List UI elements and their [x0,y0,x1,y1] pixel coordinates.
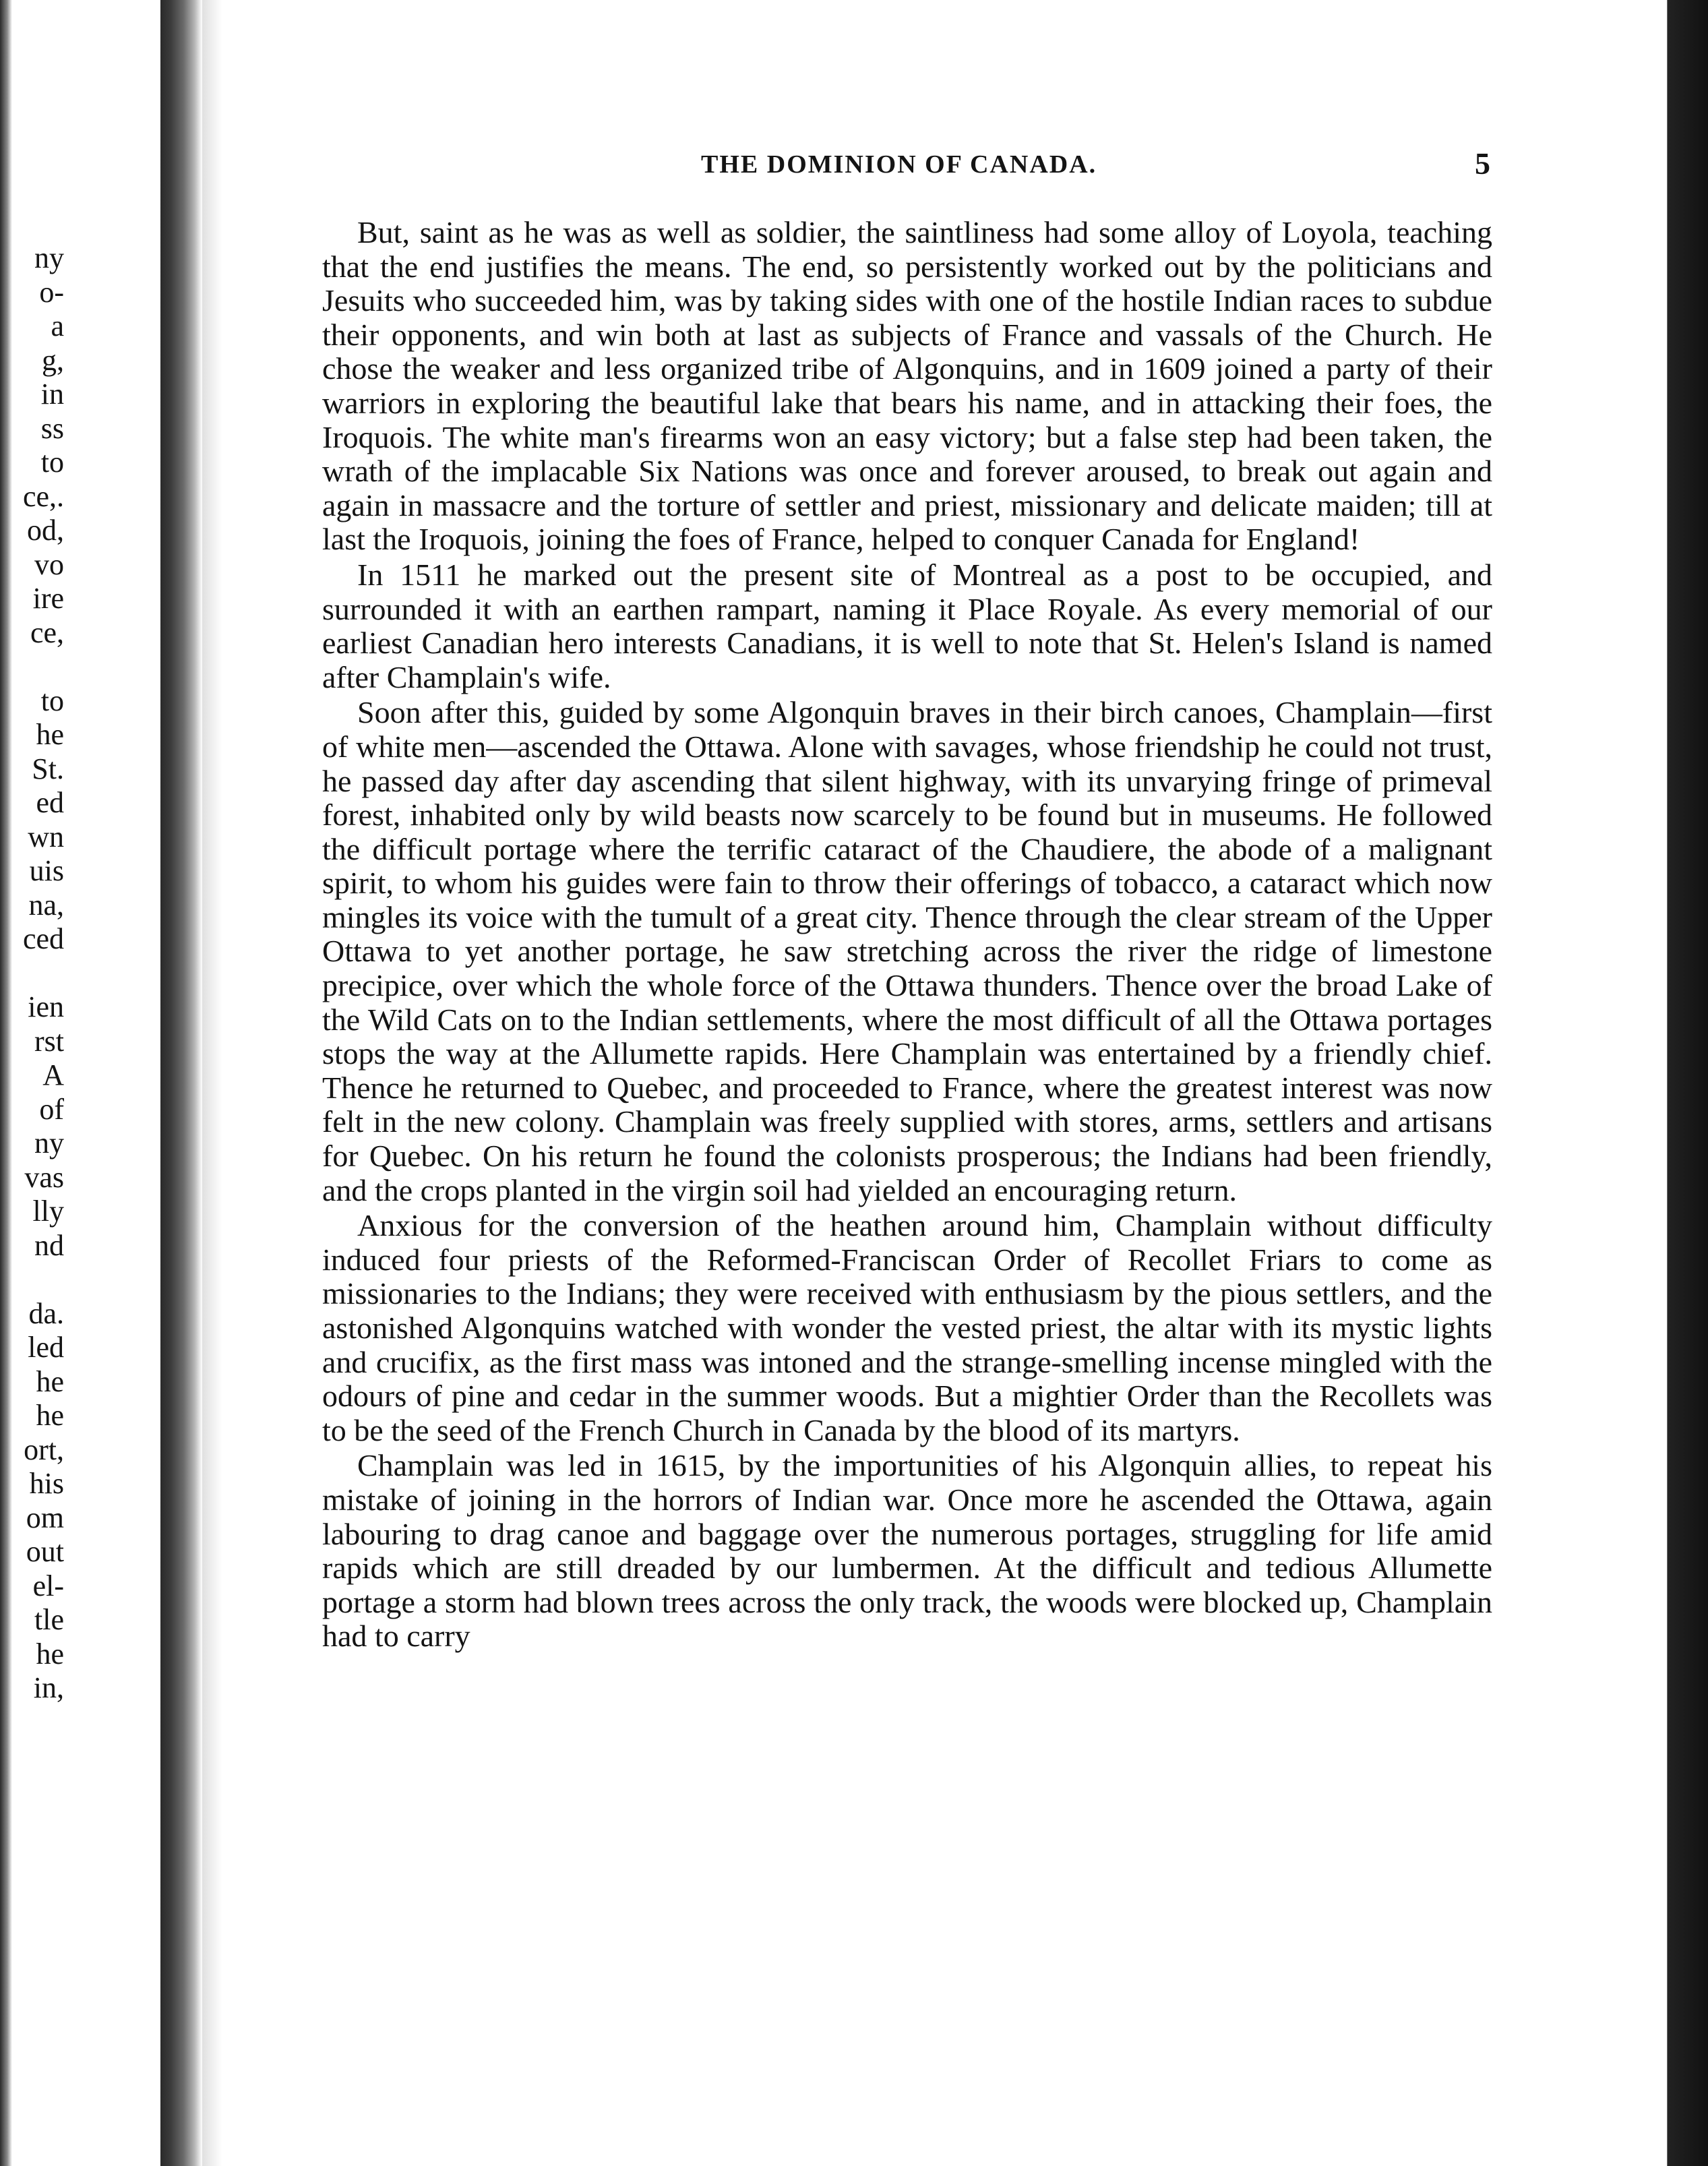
facing-page-fragment: to [40,446,64,479]
paragraph: Anxious for the conversion of the heathen around him, Champlain without difficulty induced four priests of the Reformed-Franciscan Order of Recollet Friars to come as missionaries to the Indians; they were received with enthusiasm by the pious settlers, and the astonished Algonquins watched with wonder the vested priest, the altar with its mystic lights and crucifix, as the first mass was intoned and the strange-smelling incense mingled with the odours of pine and cedar in the summer woods. But a mightier Order than the Recollets was to be the seed of the French Church in Canada by the blood of its martyrs. [322,1208,1492,1447]
facing-page-fragment: a [51,309,64,342]
facing-page-fragment: nd [34,1228,64,1262]
facing-page-edge [0,0,160,2166]
facing-page-fragment: out [26,1535,64,1568]
facing-page-fragment: ien [28,990,64,1023]
facing-page-fragment: he [36,718,64,751]
facing-page-fragment: A [42,1058,64,1091]
facing-page-fragment: St. [32,752,64,785]
facing-page-fragment: ced [22,922,64,955]
facing-page-fragment [0,957,64,991]
facing-page-fragment: ire [32,582,64,615]
facing-page-fragment: ce,. [22,479,64,513]
facing-page-fragment: om [26,1501,64,1534]
facing-page-fragment: na, [28,888,64,922]
facing-page-fragment: wn [28,820,64,853]
facing-page-fragment: vo [34,547,64,581]
facing-page-fragment: ny [34,241,64,274]
facing-page-fragments [0,241,64,1706]
book-gutter [160,0,202,2166]
facing-page-fragment: tle [34,1603,64,1636]
facing-page-fragment [0,650,64,684]
facing-page-fragment: led [28,1331,64,1364]
facing-page-fragment: od, [27,514,64,547]
facing-page-fragment: vas [24,1160,64,1194]
paragraph: In 1511 he marked out the present site of Montreal as a post to be occupied, and surrounded it with an earthen rampart, naming it Place Royale. As every memorial of our earliest Canadian hero interests Canadians, it is well to note that St. Helen's Island is named after Champlain's wife. [322,557,1492,694]
facing-page-fragment: el- [32,1569,64,1602]
facing-page-fragment: in [40,378,64,411]
facing-page-fragment: he [36,1399,64,1432]
facing-page-fragment: lly [32,1195,64,1228]
paragraph: Champlain was led in 1615, by the importunities of his Algonquin allies, to repeat his mistake of joining in the horrors of Indian war. Once more he ascended the Ottawa, again labouring to drag canoe and baggage over the numerous portages, struggling for life amid rapids which are still dreaded by our lumbermen. At the difficult and tedious Allumette portage a storm had blown trees across the only track, the woods were blocked up, Champlain had to carry [322,1448,1492,1654]
facing-page-fragment: ort, [24,1433,64,1466]
body-text [322,216,1492,1654]
facing-page-fragment: he [36,1364,64,1398]
facing-page-fragment: of [39,1092,64,1126]
gutter-shadow [202,0,222,2166]
facing-page-fragment: his [29,1467,64,1500]
facing-page-fragment: ss [40,411,64,445]
running-head: THE DOMINION OF CANADA. [701,150,1097,179]
facing-page-fragment: da. [28,1296,64,1330]
scan-border [1645,0,1708,2166]
facing-page-fragment: o- [39,275,64,309]
facing-page-fragment: ed [36,786,64,819]
facing-page-fragment: ce, [30,615,64,649]
facing-page-fragment: rst [34,1024,64,1058]
facing-page-fragment: he [36,1637,64,1671]
facing-page-fragment [0,1263,64,1297]
facing-page-fragment: to [40,684,64,717]
facing-page-fragment: in, [33,1671,64,1704]
page-number: 5 [1475,146,1490,181]
facing-page-fragment: ny [34,1126,64,1160]
facing-page-fragment: uis [29,854,64,887]
facing-page-fragment: g, [42,343,64,377]
paragraph: Soon after this, guided by some Algonquin braves in their birch canoes, Champlain—first of white men—ascended the Ottawa. Alone with savages, whose friendship he could not trust, he passed day after day ascending that silent highway, with its unvarying fringe of primeval forest, inhabited only by wild beasts now scarcely to be found but in museums. He followed the difficult portage where the terrific cataract of the Chaudiere, the abode of a malignant spirit, to whom his guides were fain to throw their offerings of tobacco, a cataract which now mingles its voice with the tumult of a great city. Thence through the clear stream of the Upper Ottawa to yet another portage, he saw stretching across the river the ridge of limestone precipice, over which the whole force of the Ottawa thunders. Thence over the broad Lake of the Wild Cats on to the Indian settlements, where the most difficult of all the Ottawa portages stops the way at the Allumette rapids. Here Champlain was entertained by a friendly chief. Thence he returned to Quebec, and proceeded to France, where the greatest interest was now felt in the new colony. Champlain was freely supplied with stores, arms, settlers and artisans for Quebec. On his return he found the colonists prosperous; the Indians had been friendly, and the crops planted in the virgin soil had yielded an encouraging return. [322,695,1492,1207]
paragraph: But, saint as he was as well as soldier, the saintliness had some alloy of Loyola, teaching that the end justifies the means. The end, so persistently worked out by the politicians and Jesuits who succeeded him, was by taking sides with one of the hostile Indian races to subdue their opponents, and win both at last as subjects of France and vassals of the Church. He chose the weaker and less organized tribe of Algonquins, and in 1609 joined a party of their warriors in exploring the beautiful lake that bears his name, and in attacking their foes, the Iroquois. The white man's firearms won an easy victory; but a false step had been taken, the wrath of the implacable Six Nations was once and forever aroused, to break out again and again in massacre and the torture of settler and priest, missionary and delicate maiden; till at last the Iroquois, joining the foes of France, helped to conquer Canada for England! [322,215,1492,557]
